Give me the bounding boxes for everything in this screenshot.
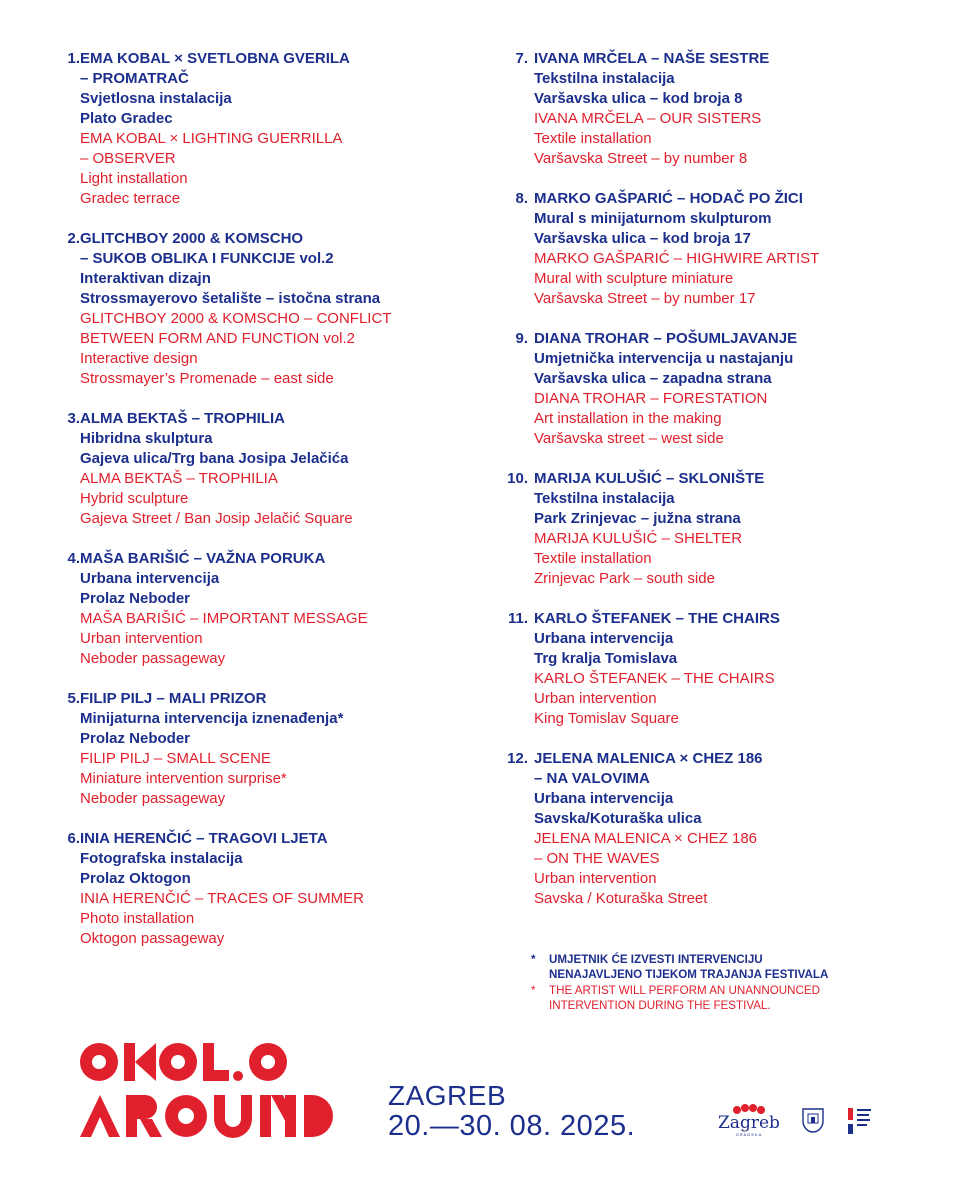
entry-line-english: Gradec terrace — [80, 190, 181, 207]
program-entry — [52, 689, 472, 809]
city-dates — [388, 1082, 635, 1142]
entry-line-english: GLITCHBOY 2000 & KOMSCHO – CONFLICT — [80, 310, 392, 327]
entry-line-english: Hybrid sculpture — [80, 490, 189, 507]
entry-line-croatian: ALMA BEKTAŠ – TROPHILIA — [80, 410, 285, 427]
entry-line-english: Savska / Koturaška Street — [534, 890, 708, 907]
entry-line-english: Urban intervention — [534, 690, 657, 707]
ministry-culture-icon — [846, 1106, 874, 1136]
entry-number: 11. — [507, 610, 528, 627]
entry-number: 8. — [515, 190, 528, 207]
program-column-left — [52, 49, 472, 969]
entry-lines — [80, 49, 350, 209]
entry-line-english: Oktogon passageway — [80, 930, 225, 947]
footnote-star: * — [531, 953, 536, 966]
entry-line-croatian: Gajeva ulica/Trg bana Josipa Jelačića — [80, 450, 349, 467]
entry-line-croatian: Varšavska ulica – kod broja 8 — [534, 90, 743, 107]
festival-dates: 20.—30. 08. 2025. — [388, 1110, 636, 1142]
entry-line-croatian: Fotografska instalacija — [80, 850, 243, 867]
entry-line-croatian: Umjetnička intervencija u nastajanju — [534, 350, 794, 367]
entry-number: 3. — [67, 410, 80, 427]
entry-line-english: INIA HERENČIĆ – TRACES OF SUMMER — [80, 890, 364, 907]
entry-line-english: Neboder passageway — [80, 790, 226, 807]
entry-line-english: MARKO GAŠPARIĆ – HIGHWIRE ARTIST — [534, 250, 820, 267]
entry-lines — [80, 409, 353, 529]
program-entry — [52, 829, 472, 949]
entry-line-english: Art installation in the making — [534, 410, 722, 427]
entry-line-english: Varšavska Street – by number 8 — [534, 150, 748, 167]
entry-line-croatian: Prolaz Oktogon — [80, 870, 191, 887]
entry-line-english: EMA KOBAL × LIGHTING GUERRILLA — [80, 130, 343, 147]
entry-line-croatian: Interaktivan dizajn — [80, 270, 211, 287]
program-entry — [52, 549, 472, 669]
program-entry — [52, 229, 472, 389]
footnotes — [531, 952, 931, 1014]
entry-line-croatian: GLITCHBOY 2000 & KOMSCHO — [80, 230, 304, 247]
footnote-croatian — [531, 952, 931, 982]
entry-line-english: MAŠA BARIŠIĆ – IMPORTANT MESSAGE — [80, 610, 368, 627]
entry-line-english: FILIP PILJ – SMALL SCENE — [80, 750, 271, 767]
entry-line-croatian: Hibridna skulptura — [80, 430, 213, 447]
entry-line-croatian: Prolaz Neboder — [80, 590, 191, 607]
program-entry — [500, 189, 940, 309]
entry-number: 12. — [507, 750, 528, 767]
entry-line-english: Miniature intervention surprise* — [80, 770, 287, 787]
entry-line-english: KARLO ŠTEFANEK – THE CHAIRS — [534, 670, 775, 687]
entry-line-english: Gajeva Street / Ban Josip Jelačić Square — [80, 510, 353, 527]
program-entry — [500, 329, 940, 449]
entry-lines — [80, 689, 343, 809]
entry-line-english: Neboder passageway — [80, 650, 226, 667]
entry-lines — [80, 549, 368, 669]
entry-line-english: Urban intervention — [534, 870, 657, 887]
entry-lines — [534, 749, 763, 909]
entry-number: 10. — [507, 470, 528, 487]
logo-line-okolo — [80, 1043, 287, 1081]
entry-line-croatian: Strossmayerovo šetalište – istočna strana — [80, 290, 381, 307]
entry-line-english: King Tomislav Square — [534, 710, 679, 727]
entry-line-croatian: MARIJA KULUŠIĆ – SKLONIŠTE — [534, 470, 765, 487]
entry-lines — [534, 609, 780, 729]
entry-line-english: Urban intervention — [80, 630, 203, 647]
program-entry — [500, 469, 940, 589]
entry-number: 1. — [67, 50, 80, 67]
entry-line-english: Textile installation — [534, 130, 652, 147]
okolo-around-logo — [80, 1043, 340, 1143]
entry-line-croatian: Urbana intervencija — [534, 630, 674, 647]
footnote-en-line: THE ARTIST WILL PERFORM AN UNANNOUNCED — [549, 984, 820, 997]
entry-lines — [80, 829, 364, 949]
entry-line-english: Varšavska Street – by number 17 — [534, 290, 756, 307]
entry-line-croatian: EMA KOBAL × SVETLOBNA GVERILA — [80, 50, 350, 67]
entry-line-croatian: KARLO ŠTEFANEK – THE CHAIRS — [534, 610, 780, 627]
entry-line-croatian: Minijaturna intervencija iznenađenja* — [80, 710, 344, 727]
logo-line-around — [80, 1095, 333, 1138]
entry-line-croatian: Trg kralja Tomislava — [534, 650, 678, 667]
entry-line-croatian: Urbana intervencija — [80, 570, 220, 587]
entry-line-english: Interactive design — [80, 350, 198, 367]
footnote-en-line: INTERVENTION DURING THE FESTIVAL. — [549, 999, 771, 1012]
entry-line-croatian: Mural s minijaturnom skulpturom — [534, 210, 772, 227]
program-entry — [500, 749, 940, 909]
entry-line-croatian: DIANA TROHAR – POŠUMLJAVANJE — [534, 330, 798, 347]
entry-line-english: DIANA TROHAR – FORESTATION — [534, 390, 768, 407]
entry-line-english: Mural with sculpture miniature — [534, 270, 734, 287]
entry-line-croatian: IVANA MRČELA – NAŠE SESTRE — [534, 50, 770, 67]
city-name: ZAGREB — [388, 1080, 507, 1111]
entry-lines — [534, 329, 797, 449]
entry-line-english: – ON THE WAVES — [534, 850, 660, 867]
program-entry — [500, 609, 940, 729]
entry-line-croatian: INIA HERENČIĆ – TRAGOVI LJETA — [80, 830, 328, 847]
entry-line-croatian: Tekstilna instalacija — [534, 490, 675, 507]
entry-number: 5. — [67, 690, 80, 707]
entry-line-english: Strossmayer’s Promenade – east side — [80, 370, 334, 387]
program-entry — [500, 49, 940, 169]
footnote-english — [531, 983, 931, 1013]
entry-lines — [534, 49, 769, 169]
entry-line-croatian: Park Zrinjevac – južna strana — [534, 510, 741, 527]
entry-number: 9. — [515, 330, 528, 347]
entry-line-english: BETWEEN FORM AND FUNCTION vol.2 — [80, 330, 356, 347]
entry-line-english: Light installation — [80, 170, 188, 187]
zagreb-city-logo — [718, 1104, 780, 1137]
entry-line-croatian: MAŠA BARIŠIĆ – VAŽNA PORUKA — [80, 550, 326, 567]
entry-lines — [80, 229, 391, 389]
entry-line-english: IVANA MRČELA – OUR SISTERS — [534, 110, 762, 127]
entry-line-croatian: – SUKOB OBLIKA I FUNKCIJE vol.2 — [80, 250, 334, 267]
entry-line-english: Photo installation — [80, 910, 195, 927]
entry-line-english: Textile installation — [534, 550, 652, 567]
sponsor-logos — [718, 1104, 874, 1137]
zagreb-logo-text: Zagreb — [718, 1113, 780, 1133]
entry-line-english: Zrinjevac Park – south side — [534, 570, 715, 587]
entry-line-croatian: JELENA MALENICA × CHEZ 186 — [534, 750, 763, 767]
entry-line-english: MARIJA KULUŠIĆ – SHELTER — [534, 530, 743, 547]
program-entry — [52, 49, 472, 209]
entry-line-croatian: Varšavska ulica – kod broja 17 — [534, 230, 751, 247]
footnote-star: * — [531, 984, 536, 997]
entry-lines — [534, 469, 764, 589]
entry-line-croatian: Urbana intervencija — [534, 790, 674, 807]
entry-line-croatian: Plato Gradec — [80, 110, 173, 127]
entry-line-croatian: Svjetlosna instalacija — [80, 90, 232, 107]
program-entry — [52, 409, 472, 529]
entry-line-croatian: – PROMATRAČ — [80, 70, 189, 87]
program-column-right — [500, 49, 940, 929]
coat-of-arms-icon — [802, 1108, 824, 1134]
entry-line-croatian: Prolaz Neboder — [80, 730, 191, 747]
footnote-hr-line: UMJETNIK ĆE IZVESTI INTERVENCIJU — [549, 953, 763, 966]
entry-lines — [534, 189, 819, 309]
entry-line-croatian: Varšavska ulica – zapadna strana — [534, 370, 772, 387]
entry-line-english: Varšavska street – west side — [534, 430, 724, 447]
entry-number: 6. — [67, 830, 80, 847]
entry-number: 2. — [67, 230, 80, 247]
entry-line-english: JELENA MALENICA × CHEZ 186 — [534, 830, 758, 847]
entry-line-croatian: – NA VALOVIMA — [534, 770, 650, 787]
entry-line-croatian: Tekstilna instalacija — [534, 70, 675, 87]
entry-line-english: – OBSERVER — [80, 150, 176, 167]
entry-line-english: ALMA BEKTAŠ – TROPHILIA — [80, 470, 278, 487]
entry-number: 4. — [67, 550, 80, 567]
footnote-hr-line: NENAJAVLJENO TIJEKOM TRAJANJA FESTIVALA — [549, 968, 829, 981]
entry-number: 7. — [515, 50, 528, 67]
entry-line-croatian: MARKO GAŠPARIĆ – HODAČ PO ŽICI — [534, 190, 803, 207]
zagreb-logo-subtext: GRADSKA — [735, 1132, 763, 1137]
entry-line-croatian: Savska/Koturaška ulica — [534, 810, 702, 827]
entry-line-croatian: FILIP PILJ – MALI PRIZOR — [80, 690, 267, 707]
